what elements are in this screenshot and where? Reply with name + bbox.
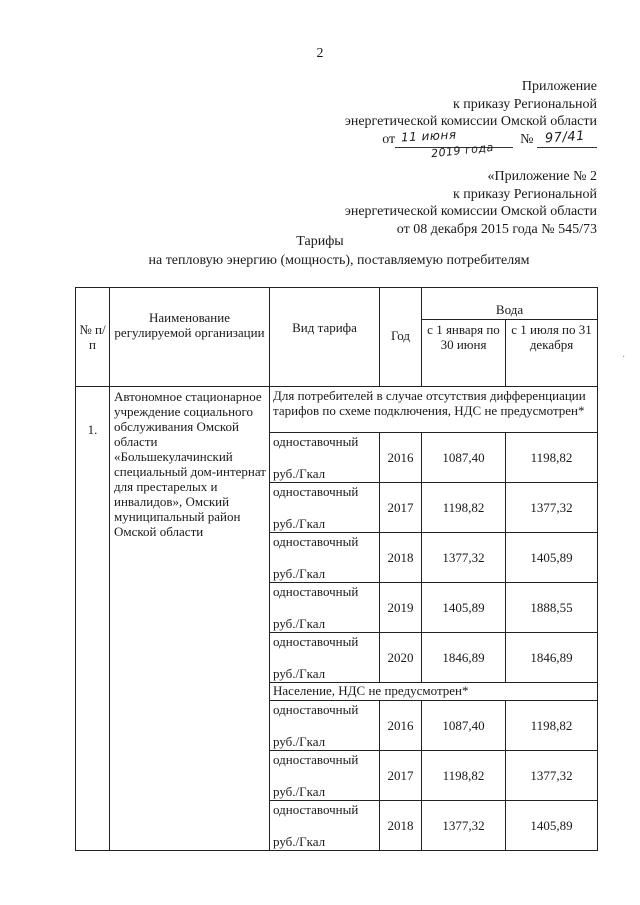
tariff-year: 2018 xyxy=(380,533,422,583)
tariff-value-h2: 1888,55 xyxy=(506,583,598,633)
tariff-type-cell xyxy=(270,633,380,683)
handwritten-year: 2019 года xyxy=(430,140,495,161)
order-date-number-line xyxy=(345,127,597,161)
tariff-value-h2: 1198,82 xyxy=(506,433,598,483)
tariff-type-cell xyxy=(270,751,380,801)
tariff-year: 2016 xyxy=(380,701,422,751)
tariff-type-cell xyxy=(270,483,380,533)
tariff-value-h1: 1198,82 xyxy=(422,483,506,533)
consumer-group-title: Для потребителей в случае отсутствия дифференциации тарифов по схеме подключения, НДС не предусмотрен* xyxy=(270,387,598,433)
annex-2-header xyxy=(345,168,597,238)
tariff-value-h2: 1405,89 xyxy=(506,533,598,583)
annex-line: энергетической комиссии Омской области xyxy=(344,114,597,129)
tariff-unit: руб./Гкал xyxy=(273,566,326,581)
tariff-value-h1: 1377,32 xyxy=(422,801,506,851)
header-period-2: с 1 июля по 31 декабря xyxy=(506,320,598,387)
header-tariff-type: Вид тарифа xyxy=(270,288,380,387)
tariff-value-h1: 1846,89 xyxy=(422,633,506,683)
tariff-type-cell xyxy=(270,701,380,751)
organization-name: Автономное стационарное учреждение социального обслуживания Омской области «Большекулачинский специальный дом-интернат для престарелых и инвалидов», Омский муниципальный район Омской области xyxy=(110,387,270,851)
tariff-value-h2: 1377,32 xyxy=(506,751,598,801)
header-number: № п/п xyxy=(76,288,110,387)
consumer-group-title: Население, НДС не предусмотрен* xyxy=(270,683,598,701)
tariff-type-cell xyxy=(270,801,380,851)
tariff-unit: руб./Гкал xyxy=(273,516,326,531)
annex-line: от 08 декабря 2015 года № 545/73 xyxy=(396,221,597,237)
tariff-type: одноставочный xyxy=(273,752,359,767)
tariff-value-h2: 1377,32 xyxy=(506,483,598,533)
tariff-year: 2019 xyxy=(380,583,422,633)
from-label: от xyxy=(382,131,396,147)
handwritten-number: 97/41 xyxy=(544,128,586,147)
number-label: № xyxy=(520,131,534,147)
number-blank xyxy=(537,128,597,148)
header-year: Год xyxy=(380,288,422,387)
annex-line: Приложение xyxy=(521,79,597,94)
tariff-unit: руб./Гкал xyxy=(273,784,326,799)
tariff-value-h1: 1087,40 xyxy=(422,433,506,483)
margin-mark: · xyxy=(622,352,626,363)
tariff-value-h2: 1198,82 xyxy=(506,701,598,751)
tariff-type: одноставочный xyxy=(273,634,359,649)
header-period-1: с 1 января по 30 июня xyxy=(422,320,506,387)
annex-header xyxy=(344,78,597,161)
tariff-year: 2020 xyxy=(380,633,422,683)
tariff-type: одноставочный xyxy=(273,584,359,599)
annex-line: энергетической комиссии Омской области xyxy=(344,204,597,219)
tariff-type: одноставочный xyxy=(273,802,359,817)
tariff-unit: руб./Гкал xyxy=(273,834,326,849)
tariff-table xyxy=(75,287,598,851)
tariff-type-cell xyxy=(270,583,380,633)
handwritten-date: 11 июня xyxy=(400,127,457,145)
group-row xyxy=(76,387,598,433)
document-title: Тарифы xyxy=(296,234,344,249)
tariff-value-h1: 1198,82 xyxy=(422,751,506,801)
tariff-value-h1: 1377,32 xyxy=(422,533,506,583)
tariff-year: 2016 xyxy=(380,433,422,483)
tariff-value-h1: 1405,89 xyxy=(422,583,506,633)
row-number: 1. xyxy=(76,387,110,851)
tariff-type: одноставочный xyxy=(273,434,359,449)
tariff-year: 2018 xyxy=(380,801,422,851)
date-blank xyxy=(395,127,513,161)
tariff-year: 2017 xyxy=(380,483,422,533)
annex-line: к приказу Региональной xyxy=(452,96,597,112)
tariff-unit: руб./Гкал xyxy=(273,466,326,481)
tariff-type: одноставочный xyxy=(273,534,359,549)
tariff-type-cell xyxy=(270,433,380,483)
tariff-unit: руб./Гкал xyxy=(273,616,326,631)
tariff-unit: руб./Гкал xyxy=(273,734,326,749)
tariff-type: одноставочный xyxy=(273,702,359,717)
annex-line: «Приложение № 2 xyxy=(487,169,597,184)
tariff-type-cell xyxy=(270,533,380,583)
page-number: 2 xyxy=(316,46,324,61)
header-water: Вода xyxy=(422,288,598,320)
tariff-value-h2: 1846,89 xyxy=(506,633,598,683)
tariff-type: одноставочный xyxy=(273,484,359,499)
header-organization: Наименование регулируемой организации xyxy=(110,288,270,387)
tariff-value-h1: 1087,40 xyxy=(422,701,506,751)
tariff-unit: руб./Гкал xyxy=(273,666,326,681)
tariff-value-h2: 1405,89 xyxy=(506,801,598,851)
header-row xyxy=(76,288,598,320)
annex-line: к приказу Региональной xyxy=(452,186,597,202)
tariff-year: 2017 xyxy=(380,751,422,801)
document-subtitle: на тепловую энергию (мощность), поставляемую потребителям xyxy=(148,253,530,268)
